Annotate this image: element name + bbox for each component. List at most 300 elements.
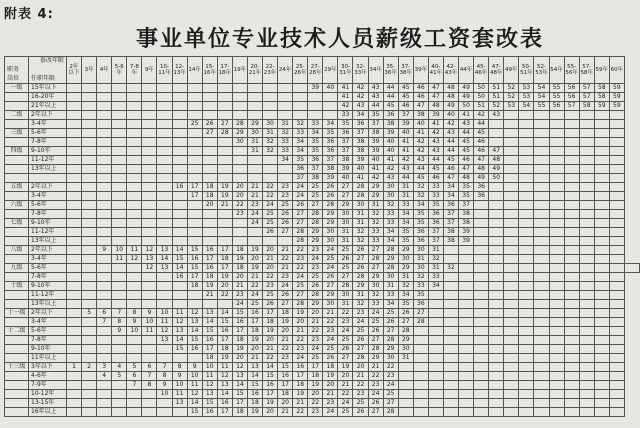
salary-grade-cell: 9 <box>157 381 172 390</box>
salary-grade-cell <box>428 372 443 381</box>
salary-grade-cell <box>504 273 519 282</box>
salary-grade-cell: 41 <box>428 120 443 129</box>
salary-grade-cell: 44 <box>383 93 398 102</box>
salary-grade-cell <box>549 273 564 282</box>
salary-grade-cell <box>398 363 413 372</box>
salary-grade-cell: 21 <box>263 345 278 354</box>
salary-grade-cell <box>474 345 489 354</box>
salary-grade-cell: 22 <box>368 372 383 381</box>
salary-grade-cell <box>474 219 489 228</box>
salary-grade-cell <box>97 327 112 336</box>
salary-grade-cell <box>564 282 579 291</box>
salary-grade-cell <box>534 309 549 318</box>
salary-grade-cell: 28 <box>368 255 383 264</box>
salary-grade-cell: 25 <box>383 309 398 318</box>
salary-grade-cell: 28 <box>293 228 308 237</box>
salary-grade-cell <box>609 309 624 318</box>
salary-grade-cell: 21 <box>278 264 293 273</box>
salary-grade-cell <box>187 138 202 147</box>
salary-grade-cell: 22 <box>278 255 293 264</box>
salary-grade-cell <box>534 147 549 156</box>
salary-grade-cell <box>564 156 579 165</box>
salary-grade-cell: 22 <box>278 345 293 354</box>
salary-grade-cell: 24 <box>353 318 368 327</box>
salary-grade-cell <box>428 318 443 327</box>
salary-grade-cell: 29 <box>368 354 383 363</box>
salary-grade-cell <box>112 354 127 363</box>
salary-grade-cell <box>157 408 172 417</box>
salary-grade-cell: 20 <box>353 363 368 372</box>
salary-grade-cell <box>112 102 127 111</box>
salary-grade-cell: 18 <box>263 318 278 327</box>
salary-grade-cell <box>579 273 594 282</box>
salary-grade-cell: 17 <box>217 246 232 255</box>
salary-grade-cell: 20 <box>293 318 308 327</box>
corner-duty-label: 职务 <box>7 66 20 73</box>
salary-grade-cell <box>202 174 217 183</box>
salary-grade-cell: 27 <box>398 318 413 327</box>
salary-grade-cell <box>549 318 564 327</box>
salary-grade-cell <box>428 381 443 390</box>
salary-grade-cell: 11 <box>112 255 127 264</box>
salary-grade-cell <box>549 354 564 363</box>
salary-grade-cell: 11 <box>172 390 187 399</box>
salary-grade-cell: 17 <box>263 309 278 318</box>
salary-grade-cell <box>549 156 564 165</box>
salary-grade-cell <box>127 300 142 309</box>
salary-grade-cell: 35 <box>338 120 353 129</box>
salary-grade-cell: 12 <box>142 264 157 273</box>
salary-grade-cell: 22 <box>338 390 353 399</box>
salary-grade-cell <box>127 192 142 201</box>
salary-grade-cell: 25 <box>308 192 323 201</box>
salary-grade-cell <box>187 300 202 309</box>
salary-grade-cell <box>428 291 443 300</box>
table-row <box>5 219 640 228</box>
salary-grade-cell: 18 <box>247 327 262 336</box>
salary-grade-cell: 23 <box>232 291 247 300</box>
salary-grade-cell <box>127 102 142 111</box>
salary-grade-cell: 23 <box>232 210 247 219</box>
salary-grade-cell: 16 <box>263 381 278 390</box>
salary-grade-cell: 31 <box>338 228 353 237</box>
salary-grade-cell <box>202 165 217 174</box>
salary-grade-cell <box>519 255 534 264</box>
salary-grade-cell: 30 <box>323 237 338 246</box>
salary-grade-cell: 8 <box>157 372 172 381</box>
salary-grade-cell: 22 <box>323 318 338 327</box>
salary-grade-cell: 27 <box>338 273 353 282</box>
salary-grade-cell: 44 <box>443 138 458 147</box>
salary-grade-cell <box>443 345 458 354</box>
salary-grade-cell: 28 <box>368 345 383 354</box>
salary-grade-cell: 10 <box>187 372 202 381</box>
salary-grade-cell <box>247 102 262 111</box>
salary-grade-cell: 42 <box>398 156 413 165</box>
salary-grade-cell <box>549 228 564 237</box>
salary-grade-cell: 32 <box>428 255 443 264</box>
salary-grade-cell: 11 <box>127 246 142 255</box>
salary-grade-cell <box>293 93 308 102</box>
salary-grade-cell <box>504 264 519 273</box>
tenure-cell: 5-6年 <box>29 201 67 210</box>
salary-grade-cell: 4 <box>97 372 112 381</box>
salary-grade-cell <box>459 390 474 399</box>
salary-grade-cell <box>127 138 142 147</box>
salary-grade-cell: 26 <box>368 399 383 408</box>
salary-grade-cell: 21 <box>263 255 278 264</box>
salary-grade-cell <box>564 264 579 273</box>
salary-grade-cell: 9 <box>187 363 202 372</box>
salary-grade-cell <box>187 201 202 210</box>
salary-grade-cell <box>157 156 172 165</box>
salary-grade-cell: 26 <box>353 408 368 417</box>
salary-grade-cell <box>112 84 127 93</box>
salary-grade-cell: 25 <box>263 291 278 300</box>
tenure-cell: 13-15年 <box>29 399 67 408</box>
salary-grade-cell: 24 <box>383 381 398 390</box>
column-header: 55-56年 <box>564 57 579 84</box>
salary-grade-cell <box>564 120 579 129</box>
salary-grade-cell: 48 <box>428 102 443 111</box>
post-level-cell <box>5 273 29 282</box>
salary-grade-cell <box>519 372 534 381</box>
salary-grade-cell <box>187 102 202 111</box>
salary-grade-cell: 44 <box>428 156 443 165</box>
salary-grade-cell: 28 <box>353 354 368 363</box>
salary-grade-cell <box>504 255 519 264</box>
salary-grade-cell: 35 <box>308 147 323 156</box>
salary-grade-cell <box>67 192 82 201</box>
salary-grade-cell: 41 <box>413 129 428 138</box>
salary-grade-cell <box>202 228 217 237</box>
salary-grade-cell: 15 <box>187 408 202 417</box>
salary-grade-cell <box>97 111 112 120</box>
salary-grade-cell <box>97 147 112 156</box>
tenure-cell: 3年以下 <box>29 363 67 372</box>
salary-grade-cell: 41 <box>368 165 383 174</box>
salary-grade-cell <box>308 93 323 102</box>
salary-grade-cell: 14 <box>263 363 278 372</box>
salary-grade-cell <box>609 111 624 120</box>
salary-grade-cell <box>609 210 624 219</box>
salary-grade-cell: 27 <box>413 309 428 318</box>
salary-grade-cell <box>293 84 308 93</box>
salary-grade-cell <box>564 246 579 255</box>
salary-grade-cell <box>413 354 428 363</box>
salary-grade-cell: 20 <box>263 246 278 255</box>
salary-grade-cell <box>474 354 489 363</box>
salary-grade-cell: 41 <box>338 93 353 102</box>
salary-grade-cell: 6 <box>127 372 142 381</box>
salary-grade-cell <box>609 273 624 282</box>
salary-grade-cell <box>112 291 127 300</box>
salary-grade-cell: 29 <box>368 192 383 201</box>
tenure-cell: 11-12年 <box>29 291 67 300</box>
salary-grade-cell <box>97 381 112 390</box>
salary-grade-cell: 13 <box>172 399 187 408</box>
salary-grade-cell <box>217 174 232 183</box>
salary-grade-cell: 45 <box>428 165 443 174</box>
column-header: 30-31年 <box>338 57 353 84</box>
salary-grade-cell <box>594 174 609 183</box>
column-header: 49年 <box>504 57 519 84</box>
salary-grade-cell: 42 <box>338 102 353 111</box>
salary-grade-cell <box>82 210 97 219</box>
salary-grade-cell: 21 <box>202 291 217 300</box>
salary-grade-cell <box>519 309 534 318</box>
salary-grade-cell <box>217 228 232 237</box>
salary-grade-cell: 48 <box>443 93 458 102</box>
salary-grade-cell: 13 <box>142 255 157 264</box>
salary-grade-cell <box>594 255 609 264</box>
salary-grade-cell <box>278 111 293 120</box>
salary-grade-cell: 20 <box>247 345 262 354</box>
table-row <box>5 84 640 93</box>
salary-grade-cell: 32 <box>353 237 368 246</box>
salary-grade-cell: 24 <box>338 327 353 336</box>
salary-grade-cell <box>624 264 639 273</box>
salary-grade-cell <box>97 282 112 291</box>
salary-grade-cell: 34 <box>443 192 458 201</box>
salary-grade-cell <box>263 174 278 183</box>
salary-grade-cell: 23 <box>293 255 308 264</box>
salary-grade-cell: 36 <box>443 201 458 210</box>
salary-grade-cell <box>157 183 172 192</box>
salary-grade-cell <box>474 282 489 291</box>
salary-grade-cell <box>157 201 172 210</box>
salary-grade-cell: 24 <box>247 210 262 219</box>
salary-grade-cell <box>474 327 489 336</box>
salary-grade-cell <box>398 381 413 390</box>
salary-grade-cell <box>549 255 564 264</box>
salary-grade-cell <box>82 300 97 309</box>
salary-grade-cell: 28 <box>353 192 368 201</box>
salary-grade-cell: 45 <box>413 174 428 183</box>
salary-grade-cell: 27 <box>308 201 323 210</box>
salary-grade-cell <box>67 111 82 120</box>
salary-grade-cell <box>97 399 112 408</box>
salary-grade-cell <box>202 102 217 111</box>
salary-grade-cell: 24 <box>293 354 308 363</box>
salary-grade-cell: 44 <box>443 147 458 156</box>
salary-grade-cell: 28 <box>293 300 308 309</box>
column-header: 60年 <box>609 57 624 84</box>
salary-grade-cell <box>67 174 82 183</box>
salary-grade-cell: 39 <box>398 120 413 129</box>
salary-grade-cell <box>112 408 127 417</box>
salary-grade-cell <box>519 390 534 399</box>
salary-grade-cell <box>519 237 534 246</box>
salary-grade-cell: 37 <box>398 111 413 120</box>
salary-grade-cell <box>157 291 172 300</box>
salary-grade-cell <box>579 120 594 129</box>
salary-grade-cell: 27 <box>368 336 383 345</box>
salary-grade-cell: 18 <box>187 282 202 291</box>
salary-grade-cell <box>549 345 564 354</box>
salary-grade-cell: 26 <box>323 273 338 282</box>
salary-grade-cell: 41 <box>353 174 368 183</box>
salary-grade-cell <box>157 210 172 219</box>
salary-grade-cell: 45 <box>459 147 474 156</box>
salary-grade-cell: 31 <box>428 264 443 273</box>
salary-grade-cell: 36 <box>308 156 323 165</box>
salary-grade-cell <box>594 111 609 120</box>
salary-grade-cell <box>609 147 624 156</box>
salary-grade-cell: 24 <box>338 399 353 408</box>
salary-grade-cell: 53 <box>519 84 534 93</box>
salary-grade-cell <box>594 156 609 165</box>
salary-grade-cell: 20 <box>263 408 278 417</box>
salary-grade-cell <box>594 273 609 282</box>
salary-table-wrapper <box>4 56 640 428</box>
salary-grade-cell: 18 <box>232 408 247 417</box>
salary-grade-cell: 50 <box>474 84 489 93</box>
salary-grade-cell <box>474 408 489 417</box>
salary-grade-cell <box>97 201 112 210</box>
salary-grade-cell <box>172 228 187 237</box>
tenure-cell: 16年以上 <box>29 408 67 417</box>
salary-grade-cell <box>534 363 549 372</box>
salary-grade-cell: 10 <box>157 309 172 318</box>
salary-grade-cell <box>127 264 142 273</box>
salary-grade-cell <box>82 354 97 363</box>
post-level-cell <box>5 93 29 102</box>
salary-grade-cell: 43 <box>413 156 428 165</box>
salary-grade-cell: 18 <box>202 183 217 192</box>
salary-grade-cell: 27 <box>368 246 383 255</box>
salary-grade-cell: 46 <box>459 156 474 165</box>
salary-grade-cell <box>142 210 157 219</box>
salary-grade-cell <box>519 399 534 408</box>
salary-grade-cell <box>534 111 549 120</box>
salary-grade-cell: 24 <box>263 201 278 210</box>
salary-grade-cell <box>489 408 504 417</box>
salary-grade-cell <box>519 120 534 129</box>
salary-grade-cell: 21 <box>368 363 383 372</box>
salary-grade-cell <box>459 327 474 336</box>
salary-grade-cell <box>534 282 549 291</box>
salary-grade-cell: 40 <box>383 147 398 156</box>
salary-grade-cell: 36 <box>474 192 489 201</box>
salary-grade-cell: 30 <box>338 219 353 228</box>
salary-grade-cell <box>549 399 564 408</box>
salary-grade-cell <box>428 408 443 417</box>
salary-grade-cell <box>489 291 504 300</box>
salary-grade-cell: 33 <box>338 111 353 120</box>
post-level-cell: 八级 <box>5 246 29 255</box>
salary-grade-cell <box>549 390 564 399</box>
post-level-cell <box>5 192 29 201</box>
salary-grade-cell <box>67 390 82 399</box>
salary-grade-cell: 23 <box>353 309 368 318</box>
salary-grade-cell <box>519 111 534 120</box>
salary-grade-cell <box>67 273 82 282</box>
salary-grade-cell <box>67 372 82 381</box>
salary-grade-cell <box>564 309 579 318</box>
salary-grade-cell <box>413 345 428 354</box>
salary-grade-cell: 11 <box>202 372 217 381</box>
salary-grade-cell: 32 <box>353 300 368 309</box>
salary-grade-cell <box>97 264 112 273</box>
salary-grade-cell: 39 <box>338 165 353 174</box>
salary-grade-cell <box>609 282 624 291</box>
salary-grade-cell: 37 <box>443 219 458 228</box>
salary-grade-cell <box>504 408 519 417</box>
salary-grade-cell: 37 <box>428 237 443 246</box>
salary-grade-cell <box>187 210 202 219</box>
table-row <box>5 381 640 390</box>
salary-grade-cell <box>549 246 564 255</box>
salary-grade-cell: 17 <box>187 183 202 192</box>
salary-grade-cell <box>172 354 187 363</box>
salary-grade-cell: 52 <box>504 93 519 102</box>
salary-grade-cell <box>564 219 579 228</box>
corner-post-label: 岗位 <box>7 74 20 82</box>
salary-grade-cell: 9 <box>97 246 112 255</box>
salary-grade-cell <box>308 102 323 111</box>
salary-grade-cell <box>504 174 519 183</box>
table-header-row <box>5 57 640 84</box>
salary-grade-cell: 30 <box>338 291 353 300</box>
salary-grade-cell: 21 <box>323 309 338 318</box>
salary-grade-cell <box>172 192 187 201</box>
salary-grade-cell: 29 <box>323 210 338 219</box>
salary-grade-cell: 21 <box>278 246 293 255</box>
salary-grade-cell <box>489 219 504 228</box>
salary-grade-cell <box>474 309 489 318</box>
salary-grade-cell <box>609 291 624 300</box>
salary-grade-cell <box>67 219 82 228</box>
salary-grade-cell <box>172 300 187 309</box>
post-level-cell <box>5 318 29 327</box>
salary-grade-cell <box>112 345 127 354</box>
salary-grade-cell: 29 <box>353 282 368 291</box>
salary-grade-cell: 18 <box>202 354 217 363</box>
salary-grade-cell <box>187 354 202 363</box>
salary-grade-cell: 25 <box>293 282 308 291</box>
salary-grade-cell: 56 <box>549 102 564 111</box>
salary-grade-cell <box>504 345 519 354</box>
salary-grade-cell: 47 <box>459 165 474 174</box>
salary-grade-cell: 21 <box>217 201 232 210</box>
salary-grade-cell <box>142 345 157 354</box>
salary-grade-cell <box>474 363 489 372</box>
salary-grade-cell: 14 <box>172 264 187 273</box>
salary-grade-cell <box>443 372 458 381</box>
salary-grade-cell: 17 <box>217 336 232 345</box>
salary-grade-cell <box>609 336 624 345</box>
salary-grade-cell: 31 <box>338 300 353 309</box>
salary-grade-cell: 41 <box>383 156 398 165</box>
salary-grade-cell: 27 <box>383 327 398 336</box>
salary-grade-cell <box>97 129 112 138</box>
salary-grade-cell <box>443 246 458 255</box>
salary-grade-cell <box>112 156 127 165</box>
salary-grade-cell <box>142 174 157 183</box>
salary-grade-cell <box>67 102 82 111</box>
salary-grade-cell: 39 <box>459 237 474 246</box>
column-header: 42-43年 <box>443 57 458 84</box>
post-level-cell <box>5 174 29 183</box>
salary-grade-cell <box>428 327 443 336</box>
tenure-cell: 4-6年 <box>29 372 67 381</box>
salary-grade-cell <box>112 192 127 201</box>
salary-grade-cell <box>172 120 187 129</box>
salary-grade-cell: 13 <box>157 336 172 345</box>
salary-grade-cell <box>534 174 549 183</box>
salary-grade-cell <box>504 147 519 156</box>
